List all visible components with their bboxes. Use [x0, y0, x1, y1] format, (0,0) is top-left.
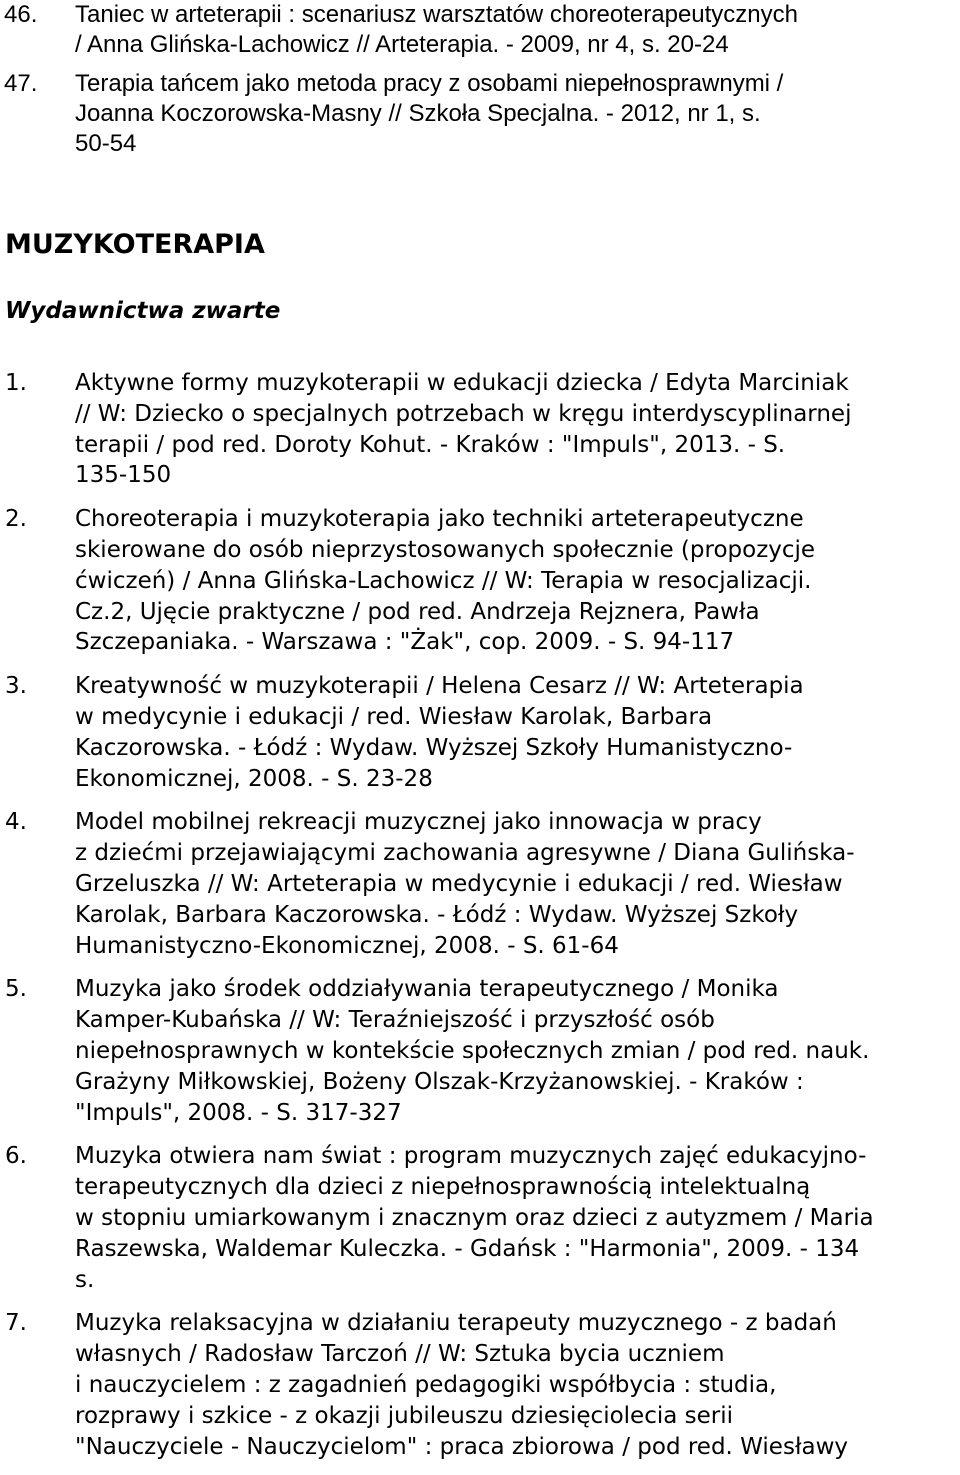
- entry-number: 46.: [4, 1, 38, 28]
- entry-line: terapeutycznych dla dzieci z niepełnosprawnością intelektualną: [75, 1174, 811, 1201]
- entry-line: terapii / pod red. Doroty Kohut. - Kraków : "Impuls", 2013. - S.: [75, 431, 786, 458]
- list-item: [0, 504, 960, 658]
- entry-number: 5.: [5, 976, 27, 1003]
- bibliography-list: [0, 368, 960, 1475]
- list-item: [0, 974, 960, 1128]
- entry-line: Terapia tańcem jako metoda pracy z osobami niepełnosprawnymi /: [75, 70, 784, 97]
- entry-line: "Nauczyciele - Nauczycielom" : praca zbiorowa / pod red. Wiesławy: [75, 1433, 848, 1460]
- entry-line: Ekonomicznej, 2008. - S. 23-28: [75, 765, 433, 792]
- entry-line: skierowane do osób nieprzystosowanych społecznie (propozycje: [75, 536, 816, 563]
- entry-line: Cz.2, Ujęcie praktyczne / pod red. Andrzeja Rejznera, Pawła: [75, 598, 760, 625]
- entry-line: Taniec w arteterapii : scenariusz warsztatów choreoterapeutycznych: [75, 1, 798, 28]
- list-item: [0, 0, 960, 60]
- entry-line: w medycynie i edukacji / red. Wiesław Karolak, Barbara: [75, 703, 713, 730]
- list-item: [0, 1308, 960, 1462]
- entry-line: Model mobilnej rekreacji muzycznej jako innowacja w pracy: [75, 809, 762, 836]
- section-subheading: Wydawnictwa zwarte: [5, 298, 281, 324]
- entry-number: 3.: [5, 673, 27, 700]
- entry-line: 50-54: [75, 130, 137, 157]
- list-item: [0, 69, 960, 159]
- entry-line: Choreoterapia i muzykoterapia jako techniki arteterapeutyczne: [75, 506, 804, 533]
- entry-line: Aktywne formy muzykoterapii w edukacji dziecka / Edyta Marciniak: [75, 370, 849, 396]
- entry-line: rozprawy i szkice - z okazji jubileuszu dziesięciolecia serii: [75, 1402, 734, 1429]
- entry-line: Grzeluszka // W: Arteterapia w medycynie i edukacji / red. Wiesław: [75, 870, 843, 897]
- entry-line: s.: [75, 1266, 95, 1293]
- entry-line: ćwiczeń) / Anna Glińska-Lachowicz // W: Terapia w resocjalizacji.: [75, 567, 812, 594]
- entry-line: Kamper-Kubańska // W: Teraźniejszość i przyszłość osób: [75, 1007, 715, 1034]
- entry-line: Grażyny Miłkowskiej, Bożeny Olszak-Krzyżanowskiej. - Kraków :: [75, 1068, 804, 1095]
- section-heading: MUZYKOTERAPIA: [5, 229, 265, 260]
- entry-line: // W: Dziecko o specjalnych potrzebach w kręgu interdyscyplinarnej: [75, 400, 852, 427]
- entry-line: Muzyka otwiera nam świat : program muzycznych zajęć edukacyjno-: [75, 1143, 867, 1170]
- entry-line: w stopniu umiarkowanym i znacznym oraz dzieci z autyzmem / Maria: [75, 1204, 874, 1231]
- entry-line: Muzyka relaksacyjna w działaniu terapeuty muzycznego - z badań: [75, 1310, 837, 1337]
- list-item: [0, 1141, 960, 1295]
- entry-line: Joanna Koczorowska-Masny // Szkoła Specjalna. - 2012, nr 1, s.: [75, 100, 761, 127]
- entry-line: Kreatywność w muzykoterapii / Helena Cesarz // W: Arteterapia: [75, 673, 804, 700]
- entry-line: Karolak, Barbara Kaczorowska. - Łódź : Wydaw. Wyższej Szkoły: [75, 901, 799, 928]
- entry-line: 135-150: [75, 462, 172, 489]
- entry-line: "Impuls", 2008. - S. 317-327: [75, 1099, 402, 1126]
- entry-number: 4.: [5, 809, 27, 836]
- entry-line: niepełnosprawnych w kontekście społecznych zmian / pod red. nauk.: [75, 1037, 870, 1064]
- entry-line: i nauczycielem : z zagadnień pedagogiki współbycia : studia,: [75, 1371, 777, 1398]
- entry-line: Muzyka jako środek oddziaływania terapeutycznego / Monika: [75, 976, 779, 1003]
- entry-line: Raszewska, Waldemar Kuleczka. - Gdańsk : "Harmonia", 2009. - 134: [75, 1235, 860, 1262]
- entry-line: z dziećmi przejawiającymi zachowania agresywne / Diana Gulińska-: [75, 840, 855, 867]
- list-item: [0, 807, 960, 961]
- entry-number: 6.: [5, 1143, 27, 1170]
- entry-line: Kaczorowska. - Łódź : Wydaw. Wyższej Szkoły Humanistyczno-: [75, 734, 793, 761]
- entry-line: własnych / Radosław Tarczoń // W: Sztuka bycia uczniem: [75, 1341, 725, 1368]
- continuation-list: [0, 0, 960, 159]
- list-item: [0, 368, 960, 491]
- list-item: [0, 671, 960, 794]
- entry-number: 47.: [4, 70, 38, 97]
- entry-line: Szczepaniaka. - Warszawa : "Żak", cop. 2009. - S. 94-117: [75, 629, 735, 656]
- entry-number: 2.: [5, 506, 27, 533]
- entry-line: / Anna Glińska-Lachowicz // Arteterapia. - 2009, nr 4, s. 20-24: [75, 31, 729, 58]
- entry-number: 1.: [5, 370, 27, 396]
- entry-line: Humanistyczno-Ekonomicznej, 2008. - S. 61-64: [75, 932, 619, 959]
- entry-number: 7.: [5, 1310, 27, 1337]
